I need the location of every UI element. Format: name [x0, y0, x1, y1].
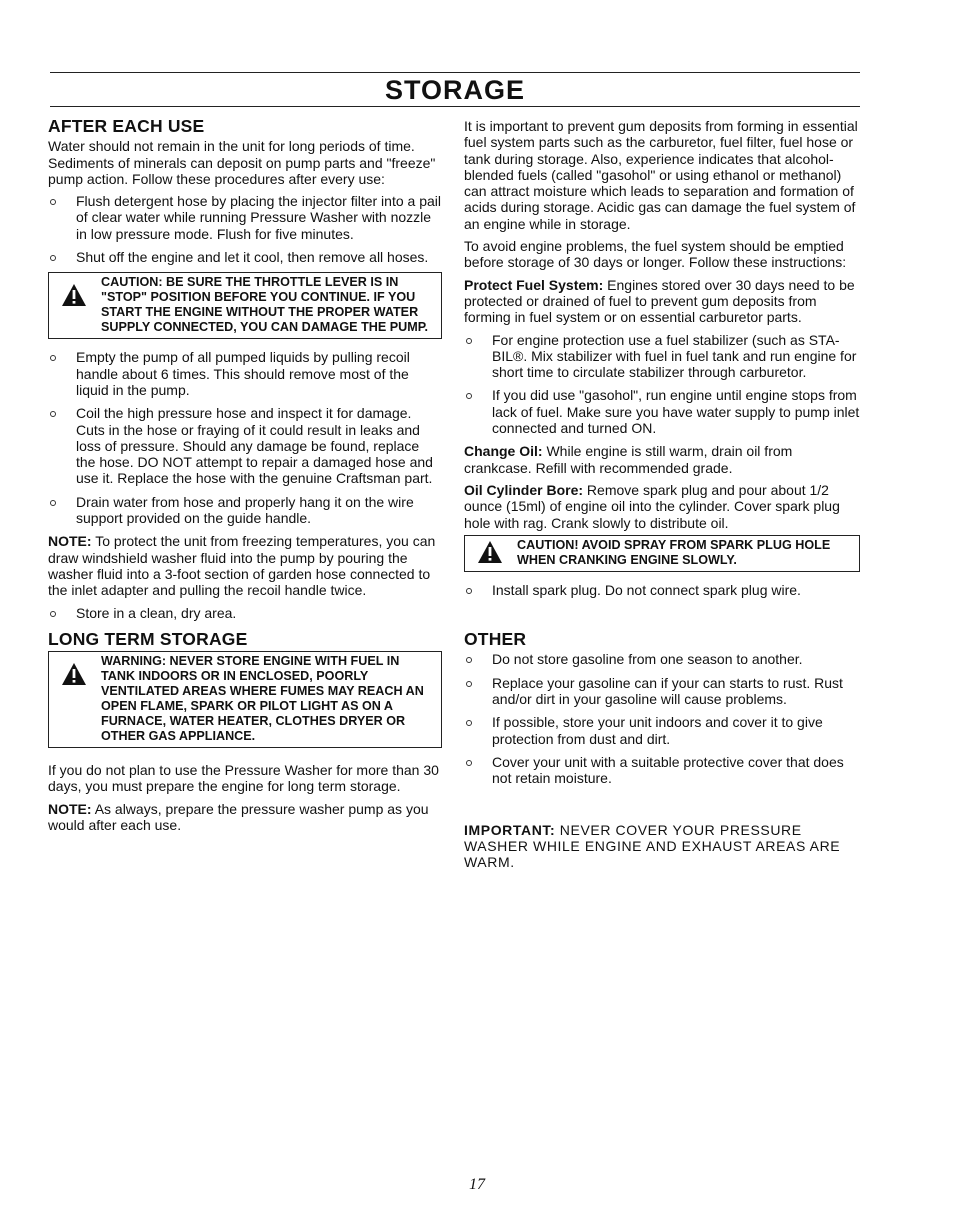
list-item: Flush detergent hose by placing the injector filter into a pail of clear water while running Pressure Washer with nozzle in low pressure mode. Flush for five minutes. — [48, 193, 442, 242]
list-item: Replace your gasoline can if your can starts to rust. Rust and/or dirt in your gasoline will cause problems. — [464, 675, 860, 708]
list-item: For engine protection use a fuel stabilizer (such as STA-BIL®. Mix stabilizer with fuel in fuel tank and run engine for short time to circulate stabilizer through carburetor. — [464, 332, 860, 381]
left-column — [48, 118, 442, 839]
change-oil-label: Change Oil: — [464, 443, 543, 460]
caution-text: CAUTION: BE SURE THE THROTTLE LEVER IS IN "STOP" POSITION BEFORE YOU CONTINUE. IF YOU START THE ENGINE WITHOUT THE PROPER WATER SUPPLY CONNECTED, YOU CAN DAMAGE THE PUMP. — [101, 275, 429, 335]
list-item: Store in a clean, dry area. — [48, 605, 442, 621]
note-text: As always, prepare the pressure washer pump as you would after each use. — [48, 800, 429, 834]
oil-cylinder-text: Remove spark plug and pour about 1/2 ounce (15ml) of engine oil into the cylinder. Cover spark plug hole with rag. Crank slowly to distribute oil. — [464, 481, 840, 531]
note-label: NOTE: — [48, 800, 92, 817]
warning-triangle-icon — [477, 540, 503, 564]
section-heading-long-term-storage: LONG TERM STORAGE — [48, 628, 248, 649]
change-oil-paragraph — [464, 443, 860, 476]
after-each-use-list-3 — [48, 605, 442, 621]
list-item: Coil the high pressure hose and inspect it for damage. Cuts in the hose or fraying of it could result in leaks and loss of pressure. Should any damage be found, replace the hose. DO NOT attempt to repair a damaged hose and use it. Replace the hose with the genuine Craftsman part. — [48, 405, 442, 486]
page-title: STORAGE — [384, 75, 526, 105]
list-item: If you did use "gasohol", run engine until engine stops from lack of fuel. Make sure you have water supply to pump inlet connected and turned ON. — [464, 387, 860, 436]
important-text: NEVER COVER YOUR PRESSURE WASHER WHILE ENGINE AND EXHAUST AREAS ARE WARM. — [464, 821, 841, 871]
oil-cylinder-bore-paragraph — [464, 482, 860, 531]
caution-box-spark-plug — [464, 535, 860, 572]
long-term-paragraph: If you do not plan to use the Pressure Washer for more than 30 days, you must prepare the engine for long term storage. — [48, 762, 439, 795]
list-item: If possible, store your unit indoors and cover it to give protection from dust and dirt. — [464, 714, 860, 747]
gum-deposits-paragraph: It is important to prevent gum deposits from forming in essential fuel system parts such as the carburetor, fuel filter, fuel hose or tank during storage. Also, experience indicates that alcohol-blended fuels (called "gasohol" or using ethanol or methanol) can attract moisture which leads to separation and formation of acids during storage. Acidic gas can damage the fuel system of an engine while in storage. — [464, 118, 858, 232]
fuel-emptying-paragraph: To avoid engine problems, the fuel system should be emptied before storage of 30 days or longer. Follow these instructions: — [464, 238, 847, 271]
after-each-use-list-2 — [48, 349, 442, 526]
warning-box-fuel — [48, 651, 442, 748]
list-item: Shut off the engine and let it cool, then remove all hoses. — [48, 249, 442, 265]
oil-cylinder-label: Oil Cylinder Bore: — [464, 481, 584, 498]
section-heading-other: OTHER — [464, 629, 527, 650]
warning-triangle-icon — [61, 662, 87, 686]
important-label: IMPORTANT: — [464, 821, 556, 838]
spark-plug-list — [464, 582, 860, 598]
after-each-use-list-1 — [48, 193, 442, 265]
list-item: Do not store gasoline from one season to another. — [464, 651, 860, 667]
note-label: NOTE: — [48, 533, 92, 550]
note-text: To protect the unit from freezing temperatures, you can draw windshield washer fluid into the pump by pouring the washer fluid into a 3-foot section of garden hose connected to the inlet adapter and pulling the recoil handle twice. — [48, 533, 436, 599]
protect-text: Engines stored over 30 days need to be protected or drained of fuel to prevent gum deposits from forming in fuel system or on essential carburetor parts. — [464, 276, 855, 326]
important-notice — [464, 822, 860, 871]
long-term-note — [48, 801, 442, 834]
page-header — [50, 72, 860, 107]
bottom-rule — [50, 106, 860, 107]
list-item: Install spark plug. Do not connect spark plug wire. — [464, 582, 860, 598]
freeze-note — [48, 533, 442, 598]
right-column — [464, 118, 860, 876]
other-list — [464, 651, 860, 786]
protect-fuel-system-paragraph — [464, 277, 860, 326]
change-oil-text: While engine is still warm, drain oil from crankcase. Refill with recommended grade. — [464, 443, 793, 476]
section-heading-after-each-use: AFTER EACH USE — [48, 116, 205, 136]
protect-label: Protect Fuel System: — [464, 276, 604, 293]
caution-text: CAUTION! AVOID SPRAY FROM SPARK PLUG HOLE WHEN CRANKING ENGINE SLOWLY. — [517, 537, 831, 567]
list-item: Empty the pump of all pumped liquids by pulling recoil handle about 6 times. This should remove most of the liquid in the pump. — [48, 349, 442, 398]
warning-text: WARNING: NEVER STORE ENGINE WITH FUEL IN TANK INDOORS OR IN ENCLOSED, POORLY VENTILATED AREAS WHERE FUMES MAY REACH AN OPEN FLAME, SPARK OR PILOT LIGHT AS ON A FURNACE, WATER HEATER, CLOTHES DRYER OR OTHER GAS APPLIANCE. — [101, 654, 424, 744]
list-item: Drain water from hose and properly hang it on the wire support provided on the guide handle. — [48, 494, 442, 527]
after-each-use-intro: Water should not remain in the unit for long periods of time. Sediments of minerals can deposit on pump parts and "freeze" pump action. Follow these procedures after every use: — [48, 138, 436, 187]
fuel-protection-list — [464, 332, 860, 437]
page-number: 17 — [469, 1176, 485, 1193]
top-rule — [50, 72, 860, 73]
warning-triangle-icon — [61, 283, 87, 307]
list-item: Cover your unit with a suitable protective cover that does not retain moisture. — [464, 754, 860, 787]
caution-box-throttle — [48, 272, 442, 339]
